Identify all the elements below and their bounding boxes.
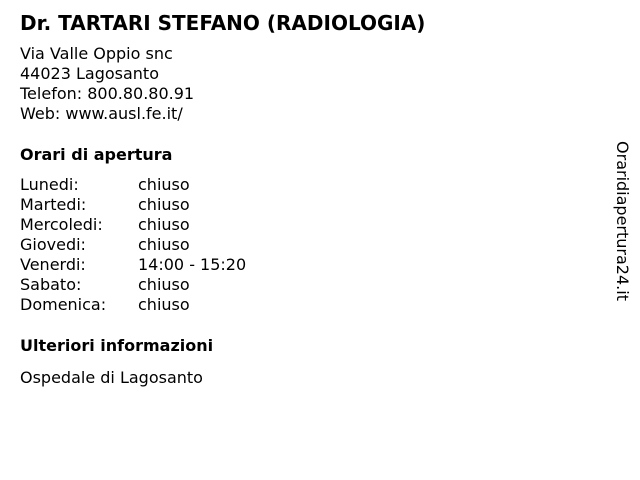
additional-info-text: Ospedale di Lagosanto: [20, 368, 203, 387]
opening-time: chiuso: [138, 215, 190, 234]
opening-time: chiuso: [138, 275, 190, 294]
hours-row-thursday: [20, 235, 580, 255]
day-label: Sabato:: [20, 275, 82, 294]
opening-time: chiuso: [138, 195, 190, 214]
opening-hours-table: [20, 175, 580, 315]
site-brand-label: Oraridiapertura24.it: [613, 141, 632, 301]
hours-row-sunday: [20, 295, 580, 315]
hours-row-friday: [20, 255, 580, 275]
additional-info-heading: Ulteriori informazioni: [20, 336, 214, 355]
listing-card: [20, 9, 580, 388]
hours-row-monday: [20, 175, 580, 195]
opening-time: chiuso: [138, 235, 190, 254]
page-title: Dr. TARTARI STEFANO (RADIOLOGIA): [20, 11, 426, 35]
day-label: Venerdi:: [20, 255, 86, 274]
opening-time: chiuso: [138, 175, 190, 194]
street-address: Via Valle Oppio snc: [20, 44, 173, 63]
day-label: Domenica:: [20, 295, 107, 314]
opening-time: 14:00 - 15:20: [138, 255, 247, 274]
opening-time: chiuso: [138, 295, 190, 314]
day-label: Martedi:: [20, 195, 87, 214]
day-label: Mercoledi:: [20, 215, 103, 234]
website-link[interactable]: Web: www.ausl.fe.it/: [20, 104, 183, 123]
day-label: Lunedi:: [20, 175, 79, 194]
address-block: [20, 44, 580, 124]
opening-hours-heading: Orari di apertura: [20, 145, 173, 164]
hours-row-tuesday: [20, 195, 580, 215]
day-label: Giovedi:: [20, 235, 86, 254]
hours-row-wednesday: [20, 215, 580, 235]
city-postcode: 44023 Lagosanto: [20, 64, 159, 83]
phone-number: Telefon: 800.80.80.91: [20, 84, 195, 103]
hours-row-saturday: [20, 275, 580, 295]
